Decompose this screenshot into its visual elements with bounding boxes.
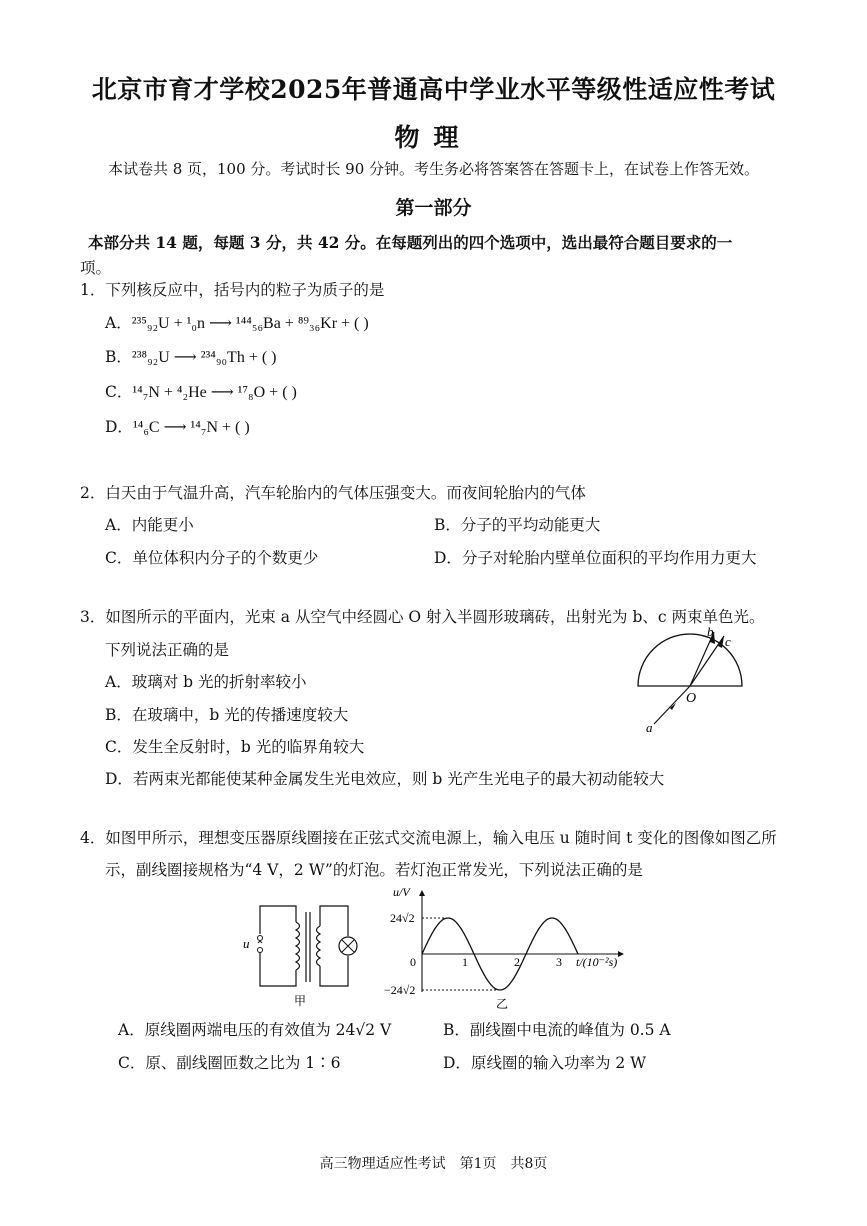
option-text: 发生全反射时，b 光的临界角较大 [132, 738, 365, 756]
terminal-icon [258, 948, 263, 953]
incident-ray-a [654, 686, 690, 724]
option-label: D． [105, 418, 133, 436]
q2-stem: 2．白天由于气温升高，汽车轮胎内的气体压强变大。而夜间轮胎内的气体 [80, 484, 586, 502]
option-label: A． [105, 314, 132, 332]
label-O: O [686, 691, 697, 706]
option-label: B． [443, 1021, 470, 1039]
x-tick-3: 3 [556, 955, 562, 969]
label-b: b [707, 624, 714, 639]
y-min-label: −24√2 [384, 983, 416, 997]
exam-note: 本试卷共 8 页，100 分。考试时长 90 分钟。考生务必将答案答在答题卡上，在试卷上作答无效。 [107, 160, 760, 178]
option-label: A． [118, 1021, 145, 1039]
exam-title: 北京市育才学校2025年普通高中学业水平等级性适应性考试 [91, 75, 776, 104]
option-label: A． [105, 516, 132, 534]
q1-stem: 1．下列核反应中，括号内的粒子为质子的是 [80, 281, 385, 299]
option-label: C． [118, 1054, 146, 1072]
option-label: B． [105, 348, 132, 366]
terminal-icon [258, 936, 263, 941]
option-text: ¹⁴₇N + ⁴₂He ⟶ ¹⁷₈O + ( ) [132, 384, 297, 401]
ray-b [690, 632, 714, 686]
q4-option-d [443, 1051, 646, 1073]
option-text: ²³⁵₉₂U + ¹₀n ⟶ ¹⁴⁴₅₆Ba + ⁸⁹₃₆Kr + ( ) [131, 315, 369, 332]
q4-stem-line2: 示，副线圈接规格为“4 V，2 W”的灯泡。若灯泡正常发光，下列说法正确的是 [105, 861, 643, 879]
q2-option-c [105, 546, 318, 568]
q1-option-c [105, 380, 297, 402]
q3-option-b [105, 703, 348, 725]
q3-stem-line1: 3．如图所示的平面内，光束 a 从空气中经圆心 O 射入半圆形玻璃砖，出射光为 b、c 两束单色光。 [80, 608, 765, 626]
arrow-icon [419, 890, 425, 896]
q4-stem-line1: 4．如图甲所示，理想变压器原线圈接在正弦式交流电源上，输入电压 u 随时间 t 变化的图像如图乙所 [80, 829, 777, 847]
x-axis-label: t/(10⁻²s) [576, 955, 618, 969]
ray-c [690, 636, 724, 686]
option-text: ¹⁴₆C ⟶ ¹⁴₇N + ( ) [132, 419, 250, 436]
q3-semicircle-figure [630, 622, 750, 740]
option-text: 若两束光都能使某种金属发生光电效应，则 b 光产生光电子的最大初动能较大 [132, 770, 665, 788]
x-tick-2: 2 [514, 955, 520, 969]
primary-wire-top [260, 906, 296, 934]
q1-option-a [105, 311, 369, 333]
secondary-wire-top [320, 906, 348, 936]
option-label: D． [105, 770, 133, 788]
option-text: 原线圈两端电压的有效值为 24√2 V [144, 1021, 392, 1039]
option-label: B． [434, 516, 461, 534]
option-text: 原、副线圈匝数之比为 1∶6 [145, 1054, 341, 1072]
q4-option-c [118, 1051, 341, 1073]
q3-option-a [105, 670, 306, 692]
option-text: 在玻璃中，b 光的传播速度较大 [131, 706, 349, 724]
option-text: 副线圈中电流的峰值为 0.5 A [469, 1021, 671, 1039]
arrow-icon [618, 951, 624, 957]
part-instruction-line2: 项。 [80, 259, 112, 277]
option-text: 玻璃对 b 光的折射率较小 [131, 673, 307, 691]
part-instruction-line1: 本部分共 14 题，每题 3 分，共 42 分。在每题列出的四个选项中，选出最符合题目要求的一 [88, 233, 733, 252]
q1-option-b [105, 345, 277, 367]
page-footer: 高三物理适应性考试 第1页 共8页 [319, 1156, 548, 1172]
y-axis-label: u/V [393, 885, 410, 899]
y-max-label: 24√2 [390, 911, 415, 925]
q4-option-b [443, 1018, 671, 1040]
q3-option-c [105, 735, 364, 757]
q4-voltage-graph [380, 882, 640, 1010]
option-label: D． [434, 549, 462, 567]
primary-wire-bottom [260, 952, 296, 986]
q1-option-d [105, 415, 250, 437]
origin-label: 0 [410, 955, 416, 969]
option-label: D． [443, 1054, 471, 1072]
secondary-wire-bottom [320, 956, 348, 986]
source-label-u: u [243, 936, 250, 951]
option-label: B． [105, 706, 132, 724]
q3-option-d [105, 767, 664, 789]
q2-option-a [105, 513, 194, 535]
ac-source-icon [258, 942, 262, 944]
option-text: 分子对轮胎内壁单位面积的平均作用力更大 [461, 549, 757, 567]
q3-stem-line2: 下列说法正确的是 [105, 641, 230, 659]
option-label: C． [105, 383, 133, 401]
primary-coil [296, 922, 300, 970]
option-text: ²³⁸₉₂U ⟶ ²³⁴₉₀Th + ( ) [131, 349, 277, 366]
option-label: C． [105, 549, 133, 567]
q2-option-d [434, 546, 756, 568]
option-text: 单位体积内分子的个数更少 [132, 549, 319, 567]
option-text: 原线圈的输入功率为 2 W [470, 1054, 647, 1072]
figure-caption-yi: 乙 [496, 997, 509, 1010]
option-text: 内能更小 [131, 516, 194, 534]
label-c: c [725, 634, 731, 649]
option-text: 分子的平均动能更大 [460, 516, 601, 534]
q4-option-a [118, 1018, 391, 1040]
figure-caption-jia: 甲 [294, 994, 307, 1008]
label-a: a [646, 720, 653, 735]
option-label: A． [105, 673, 132, 691]
option-label: C． [105, 738, 133, 756]
q2-option-b [434, 513, 600, 535]
subject-title: 物理 [394, 123, 473, 152]
q4-transformer-figure [238, 898, 368, 1010]
x-tick-1: 1 [462, 955, 468, 969]
secondary-coil [317, 926, 321, 966]
part-heading: 第一部分 [395, 197, 472, 219]
